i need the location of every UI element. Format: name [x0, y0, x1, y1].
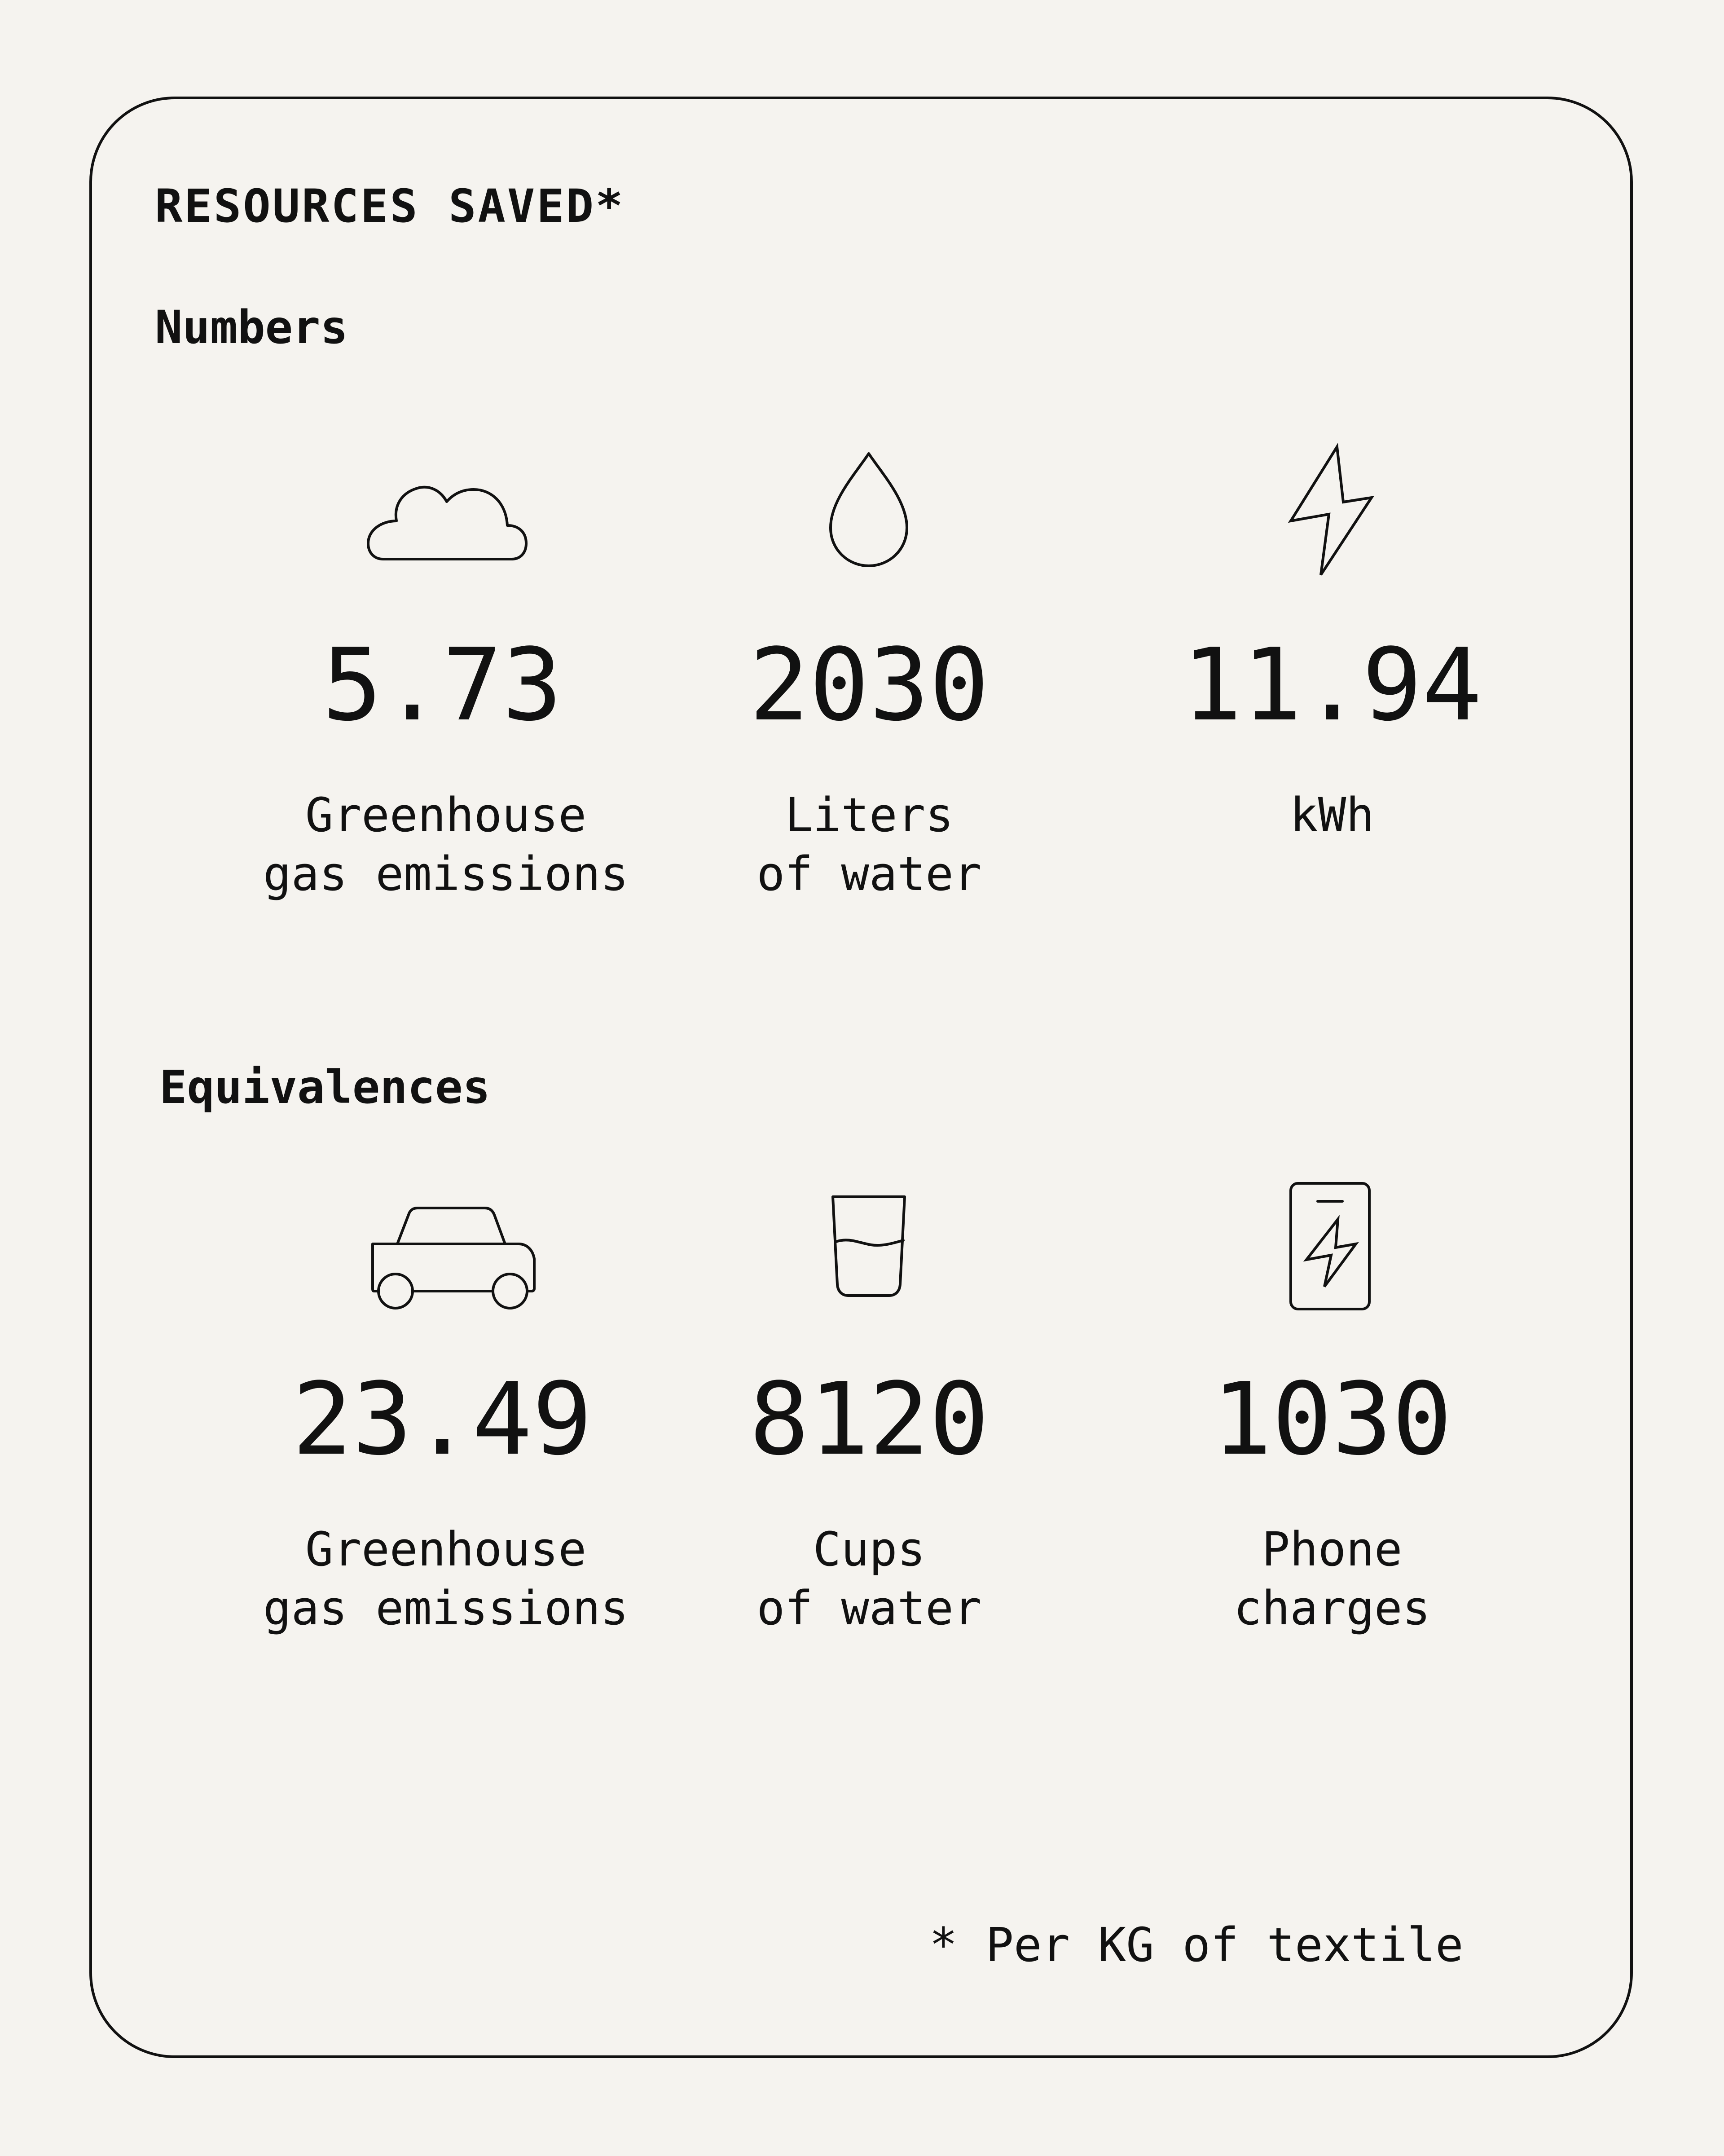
car-icon	[370, 1206, 537, 1307]
section-heading-numbers: Numbers	[155, 301, 348, 354]
value-cups-water: 8120	[749, 1362, 990, 1477]
section-heading-equivalences: Equivalences	[159, 1061, 490, 1114]
value-kwh: 11.94	[1182, 627, 1482, 743]
label-line: charges	[1233, 1581, 1431, 1636]
label-greenhouse-gas-equivalent	[221, 1520, 670, 1638]
label-cups-water	[645, 1520, 1094, 1638]
card-title: RESOURCES SAVED*	[155, 180, 625, 233]
value-liters-water: 2030	[749, 627, 990, 743]
label-line: kWh	[1290, 788, 1374, 842]
value-greenhouse-gas-equivalent: 23.49	[292, 1362, 593, 1477]
value-phone-charges: 1030	[1212, 1362, 1452, 1477]
label-liters-water	[645, 786, 1094, 904]
glass-of-water-icon	[831, 1195, 907, 1298]
label-line: Greenhouse	[305, 1522, 587, 1577]
label-line: gas emissions	[263, 1581, 629, 1636]
label-phone-charges	[1108, 1520, 1557, 1638]
lightning-bolt-icon	[1289, 445, 1374, 577]
label-line: of water	[756, 1581, 982, 1636]
label-line: of water	[756, 847, 982, 901]
label-line: Greenhouse	[305, 788, 587, 842]
water-drop-icon	[828, 451, 909, 568]
label-line: Cups	[813, 1522, 926, 1577]
label-greenhouse-gas	[221, 786, 670, 904]
label-line: Phone	[1262, 1522, 1403, 1577]
label-kwh	[1108, 786, 1557, 845]
phone-charging-icon	[1289, 1181, 1372, 1311]
footnote: * Per KG of textile	[929, 1918, 1464, 1972]
label-line: gas emissions	[263, 847, 629, 901]
cloud-icon	[366, 460, 528, 561]
label-line: Liters	[785, 788, 954, 842]
value-greenhouse-gas: 5.73	[322, 627, 563, 743]
